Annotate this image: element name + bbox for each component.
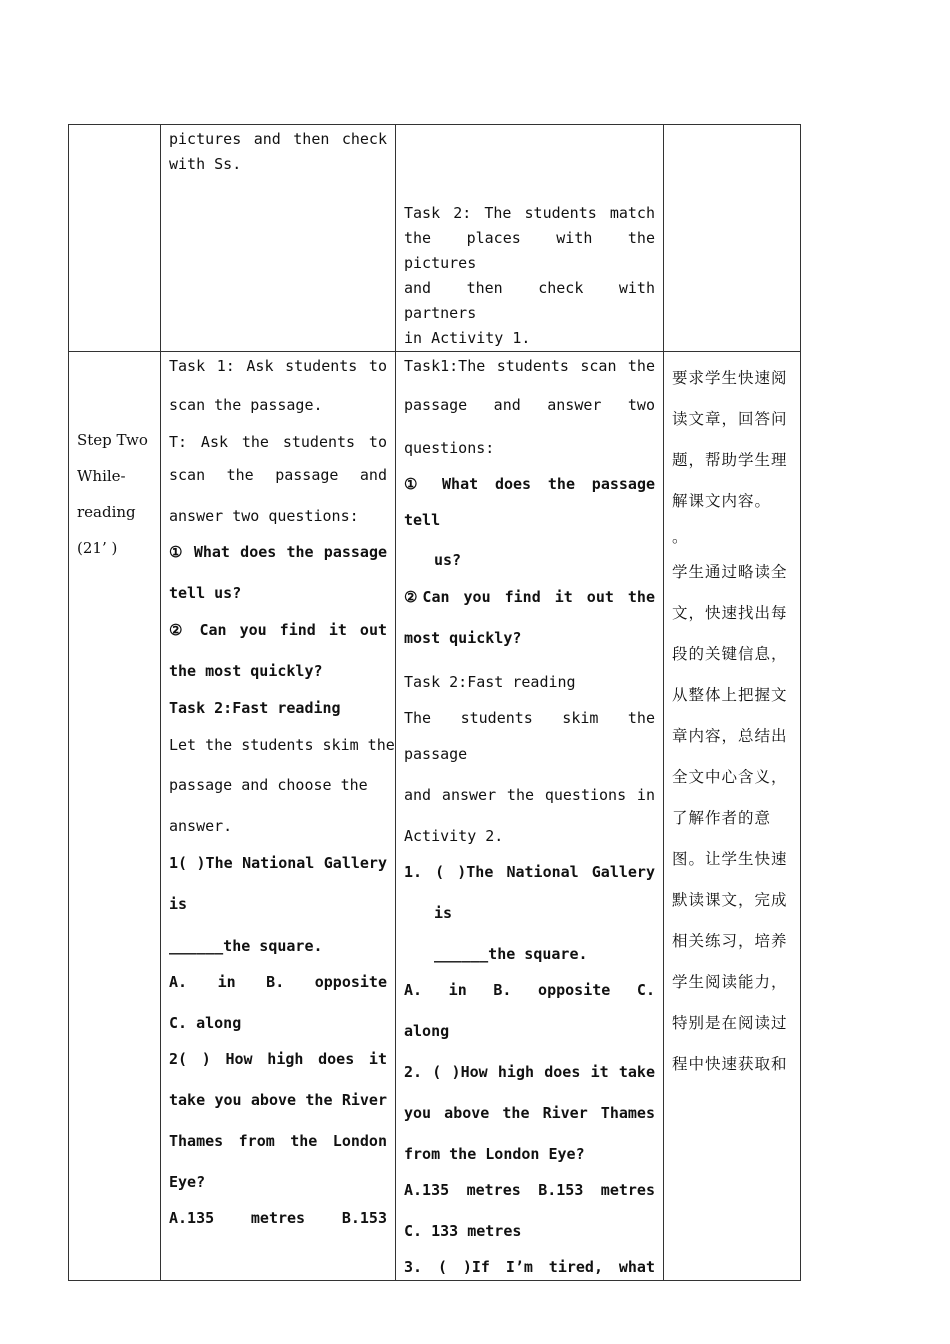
table-row	[69, 125, 801, 352]
text-line: Task 2: The students match	[404, 204, 655, 222]
text-line: A. in B. opposite	[169, 973, 387, 991]
text-line: you above the River Thames	[404, 1104, 655, 1122]
text-line: Task 1: Ask students to	[169, 357, 387, 375]
purpose-line: 全文中心含义，	[672, 768, 788, 786]
purpose-line: 解课文内容。	[672, 492, 772, 510]
text-line: C. along	[169, 1014, 242, 1032]
purpose-line: 相关练习，培养	[672, 932, 788, 950]
text-line: passage and answer two	[404, 396, 655, 414]
text-line: 3. ( )If I’m tired, what	[404, 1258, 655, 1276]
text-line: us?	[434, 551, 462, 569]
table-row	[69, 352, 801, 1281]
purpose-line: 读文章，回答问	[672, 410, 788, 428]
text-line: Task 2:Fast reading	[169, 699, 341, 717]
purpose-line: 。	[672, 528, 689, 546]
purpose-line: 文，快速找出每	[672, 604, 788, 622]
text-line: scan the passage.	[169, 396, 323, 414]
purpose-line: 章内容，总结出	[672, 727, 788, 745]
student-activity-cell	[396, 352, 664, 1281]
text-line: from the London Eye?	[404, 1145, 585, 1163]
text-line: the places with the pictures	[404, 229, 655, 272]
purpose-line: 学生通过略读全	[672, 563, 788, 581]
step-line: Step Two	[77, 431, 148, 449]
text-line: ② Can you find it out	[169, 621, 387, 639]
text-line: scan the passage and	[169, 466, 387, 484]
text-line: along	[404, 1022, 450, 1040]
text-line: A.135 metres B.153 metres	[404, 1181, 655, 1199]
text-line: Task1:The students scan the	[404, 357, 655, 375]
purpose-line: 图。让学生快速	[672, 850, 788, 868]
text-line: ②Can you find it out the	[404, 588, 655, 606]
text-line: 2( ) How high does it	[169, 1050, 387, 1068]
text-line: A. in B. opposite C.	[404, 981, 655, 999]
lesson-plan-table	[68, 124, 801, 1281]
text-line: ______the square.	[169, 937, 323, 955]
purpose-line: 从整体上把握文	[672, 686, 788, 704]
purpose-line: 了解作者的意	[672, 809, 772, 827]
purpose-line: 题，帮助学生理	[672, 451, 788, 469]
text-line: passage and choose the	[169, 776, 368, 794]
text-line: Let the students skim the	[169, 736, 395, 754]
teacher-activity-cell	[161, 352, 396, 1281]
purpose-line: 程中快速获取和	[672, 1055, 788, 1073]
step-line: While-	[77, 467, 126, 485]
purpose-line: 默读课文，完成	[672, 891, 788, 909]
text-line: with Ss.	[169, 155, 242, 173]
text-line: in Activity 1.	[404, 329, 531, 347]
text-line: ______the square.	[434, 945, 588, 963]
text-line: ① What does the passage tell	[404, 475, 655, 529]
step-line: reading	[77, 503, 136, 521]
text-line: is	[434, 904, 453, 922]
text-line: A.135 metres B.153	[169, 1209, 387, 1227]
text-line: take you above the River	[169, 1091, 387, 1109]
step-cell-empty	[69, 125, 161, 352]
text-line: pictures and then check	[169, 130, 387, 148]
text-line: is	[169, 895, 188, 913]
purpose-cell	[664, 352, 801, 1281]
text-line: most quickly?	[404, 629, 522, 647]
purpose-cell-empty	[664, 125, 801, 352]
student-activity-cell	[396, 125, 664, 352]
step-line: (21’ )	[77, 539, 118, 557]
text-line: The students skim the passage	[404, 709, 655, 763]
teacher-activity-cell	[161, 125, 396, 352]
text-line: Activity 2.	[404, 827, 504, 845]
text-line: ① What does the passage	[169, 543, 387, 561]
text-line: answer two questions:	[169, 507, 359, 525]
text-line: 1( )The National Gallery	[169, 854, 387, 872]
purpose-line: 学生阅读能力，	[672, 973, 788, 991]
text-line: the most quickly?	[169, 662, 323, 680]
step-cell	[69, 352, 161, 1281]
text-line: 1. ( )The National Gallery	[404, 863, 655, 881]
text-line: Thames from the London	[169, 1132, 387, 1150]
text-line: and answer the questions in	[404, 786, 655, 804]
purpose-line: 特别是在阅读过	[672, 1014, 788, 1032]
text-line: Task 2:Fast reading	[404, 673, 576, 691]
text-line: answer.	[169, 817, 233, 835]
text-line: Eye?	[169, 1173, 206, 1191]
text-line: and then check with partners	[404, 279, 655, 322]
purpose-line: 要求学生快速阅	[672, 369, 788, 387]
text-line: 2. ( )How high does it take	[404, 1063, 655, 1081]
purpose-line: 段的关键信息，	[672, 645, 788, 663]
text-line: T: Ask the students to	[169, 433, 387, 451]
text-line: tell us?	[169, 584, 242, 602]
text-line: questions:	[404, 439, 495, 457]
text-line: C. 133 metres	[404, 1222, 522, 1240]
